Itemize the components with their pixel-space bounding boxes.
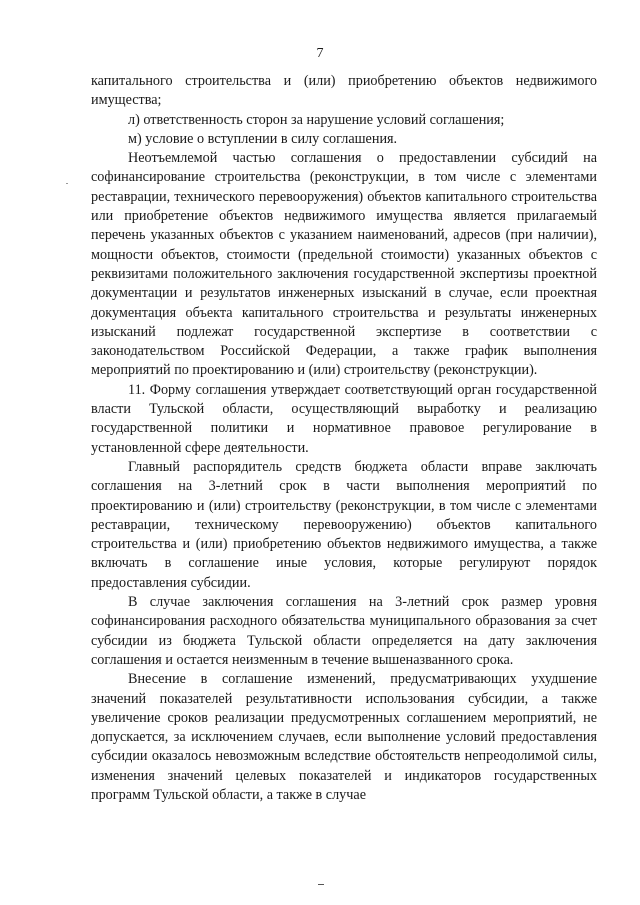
page-number: 7 [316, 46, 324, 61]
paragraph-continuation: капитального строительства и (или) приобретению объектов недвижимого имущества; [91, 73, 597, 109]
paragraph-amendments: Внесение в соглашение изменений, предусматривающих ухудшение значений показателей результативности использования субсидии, а также увеличение сроков реализации предусмотренных соглашением мероприятий, не допускается, за исключением случаев, если выполнение условий предоставления субсидии оказалось невозможным вследствие обстоятельств непреодолимой силы, изменения значений целевых показателей и индикаторов государственных программ Тульской области, а также в случае [91, 671, 597, 803]
scan-speck [66, 183, 68, 184]
paragraph-item-m: м) условие о вступлении в силу соглашения. [128, 130, 398, 147]
paragraph-integral-part: Неотъемлемой частью соглашения о предоставлении субсидий на софинансирование строительства (реконструкции, в том числе с элементами реставрации, технического перевооружения) объектов капитального строительства или приобретение объектов недвижимого имущества является прилагаемый перечень указанных объектов с указанием наименований, адресов (при наличии), мощности объектов, стоимости (предельной стоимости) указанных объектов с реквизитами положительного заключения государственной экспертизы проектной документации и результатов инженерных изысканий в случае, если проектная документация объекта капитального строительства и результаты инженерных изысканий подлежат государственной экспертизе в соответствии с законодательством Российской Федерации, а также график выполнения мероприятий по проектированию и (или) строительству (реконструкции). [91, 150, 597, 379]
paragraph-11: 11. Форму соглашения утверждает соответствующий орган государственной власти Тульской области, осуществляющий выработку и реализацию государственной политики и нормативное правовое регулирование в установленной сфере деятельности. [91, 381, 597, 456]
paragraph-three-year-term: В случае заключения соглашения на 3-летний срок размер уровня софинансирования расходного обязательства муниципального образования за счет субсидии из бюджета Тульской области определяется на дату заключения соглашения и остается неизменным в течение вышеназванного срока. [91, 594, 597, 668]
paragraph-main-manager: Главный распорядитель средств бюджета области вправе заключать соглашения на 3-летний срок в части выполнения мероприятий по проектированию и (или) строительству (реконструкции, в том числе с элементами реставрации, техническому перевооружению) объектов капитального строительства и (или) приобретению объектов недвижимого имущества, а также включать в соглашение иные условия, которые регулируют порядок предоставления субсидии. [91, 458, 597, 591]
paragraph-item-l: л) ответственность сторон за нарушение условий соглашения; [128, 111, 505, 128]
document-body [91, 72, 597, 805]
scan-mark [318, 884, 324, 885]
